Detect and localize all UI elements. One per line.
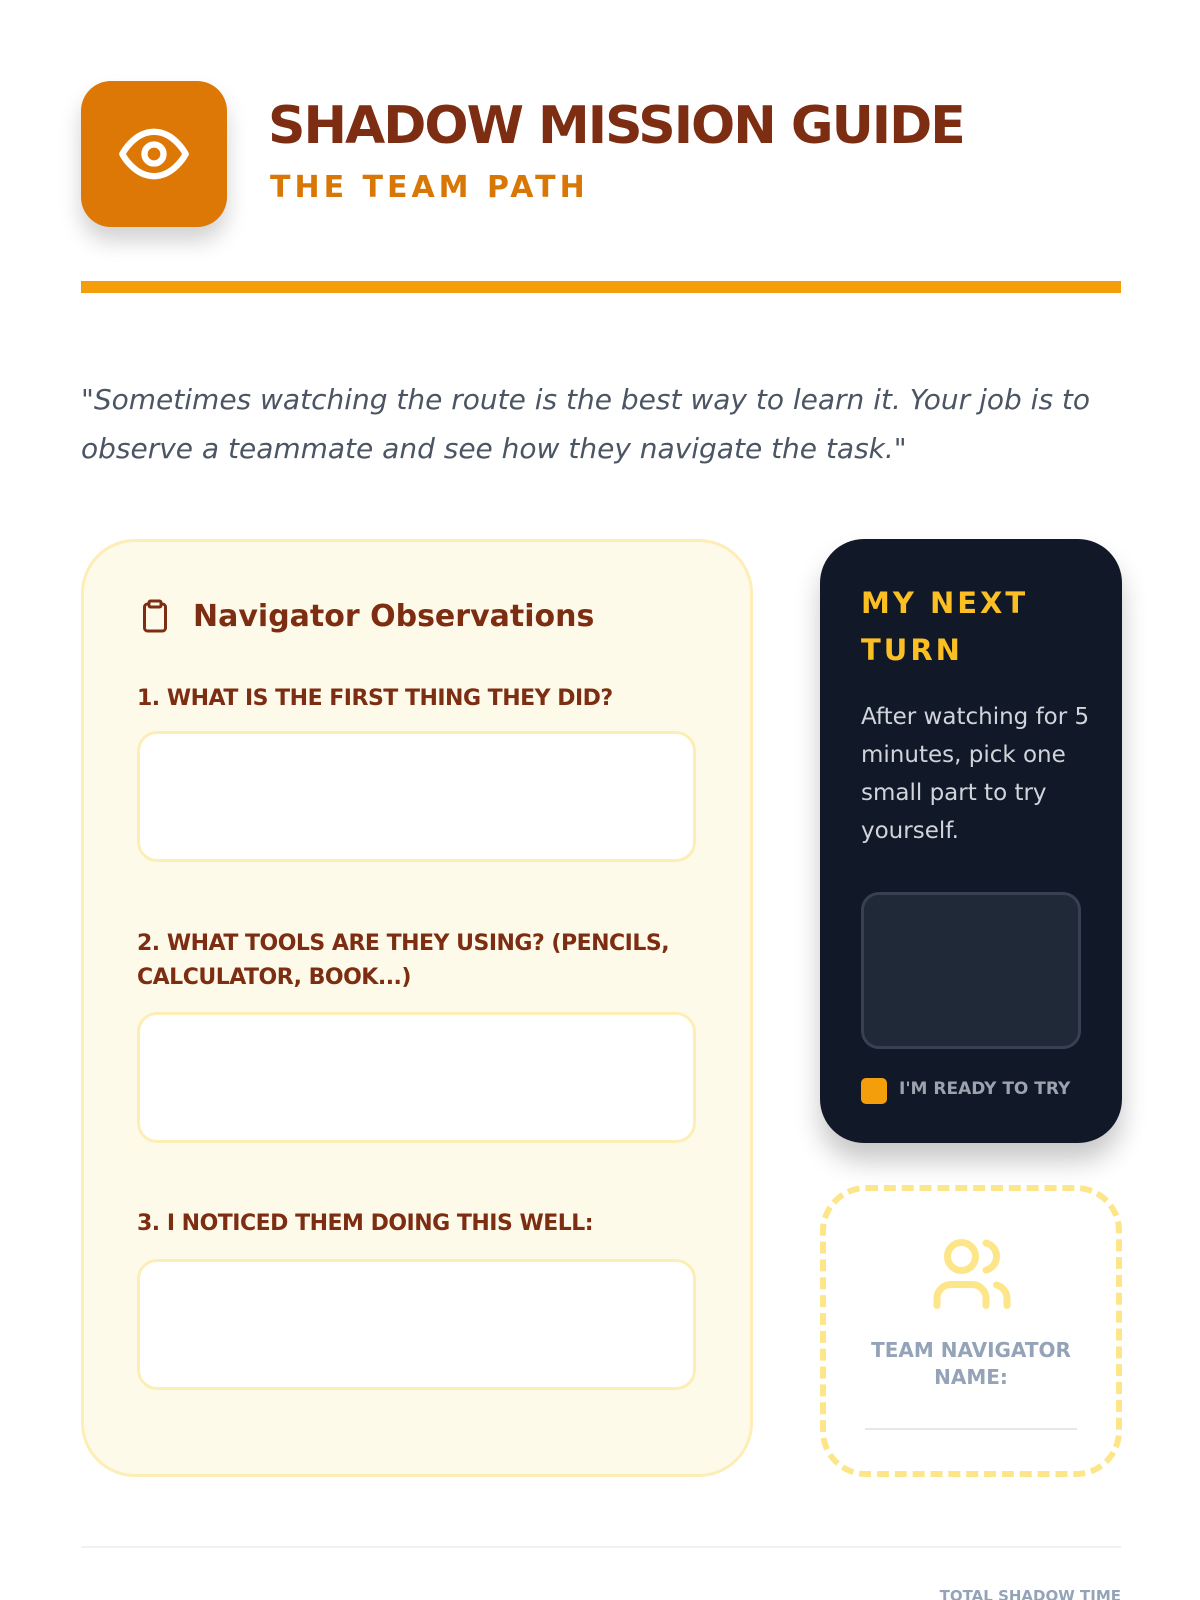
users-icon: [930, 1232, 1014, 1316]
question-1-label: 1. WHAT IS THE FIRST THING THEY DID?: [137, 686, 613, 711]
question-2-field[interactable]: [137, 1012, 696, 1143]
page-subtitle: THE TEAM PATH: [270, 170, 589, 205]
total-shadow-time-label: TOTAL SHADOW TIME: [939, 1587, 1121, 1600]
logo-badge: [81, 81, 227, 227]
header-divider: [81, 281, 1121, 293]
footer-divider: [81, 1546, 1121, 1548]
team-navigator-name-field[interactable]: [865, 1428, 1077, 1430]
ready-checkbox[interactable]: [861, 1078, 887, 1104]
question-2-label: 2. WHAT TOOLS ARE THEY USING? (PENCILS, CALCULATOR, BOOK...): [137, 931, 670, 990]
eye-icon: [116, 116, 192, 192]
team-navigator-label: TEAM NAVIGATOR NAME:: [871, 1338, 1071, 1389]
intro-quote: "Sometimes watching the route is the best way to learn it. Your job is to observe a teammate and see how they navigate the task.": [81, 383, 1091, 465]
question-3-label: 3. I NOTICED THEM DOING THIS WELL:: [137, 1211, 594, 1236]
observations-title: Navigator Observations: [193, 598, 595, 634]
question-3-field[interactable]: [137, 1259, 696, 1390]
page-title: SHADOW MISSION GUIDE: [268, 96, 964, 156]
team-navigator-card: [820, 1185, 1122, 1477]
question-1-field[interactable]: [137, 731, 696, 862]
next-turn-title: MY NEXT TURN: [861, 586, 1029, 667]
next-turn-input[interactable]: [861, 892, 1081, 1049]
next-turn-body: After watching for 5 minutes, pick one small part to try yourself.: [861, 704, 1090, 844]
clipboard-icon: [137, 598, 173, 634]
observations-header: [137, 598, 594, 634]
ready-checkbox-label: I'M READY TO TRY: [899, 1079, 1071, 1099]
